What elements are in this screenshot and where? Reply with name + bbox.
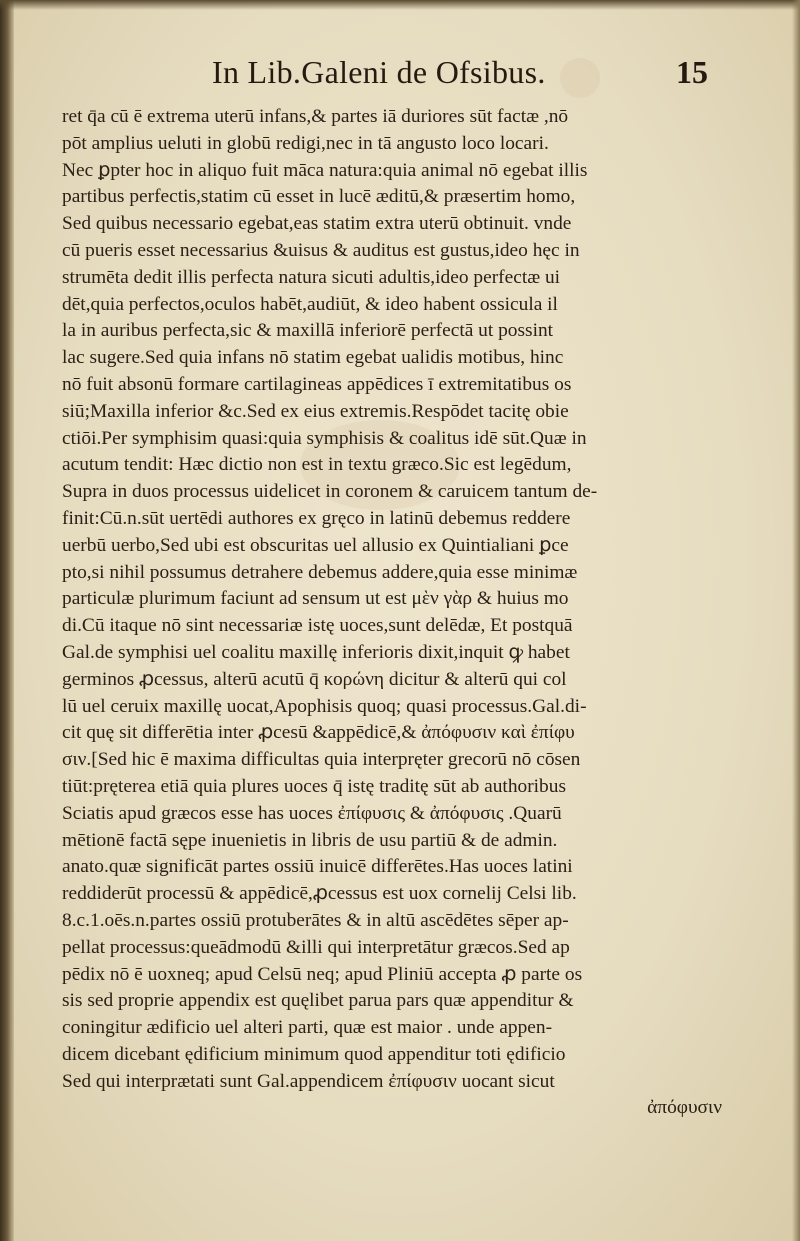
text-line: dēt,quia perfectos,oculos habēt,audiūt, & ideo habent ossicula il	[62, 293, 558, 315]
text-line: Nec ꝑpter hoc in aliquo fuit māca natura:quia animal nō egebat illis	[62, 159, 588, 181]
text-line: Sed qui interprætati sunt Gal.appendicem ἐπίφυσιν uocant sicut	[62, 1070, 555, 1092]
text-line: finit:Cū.n.sūt uertēdi authores ex gręco in latinū debemus reddere	[62, 507, 571, 529]
text-line: Sed quibus necessario egebat,eas statim extra uterū obtinuit. vnde	[62, 213, 572, 235]
text-line: uerbū uerbo,Sed ubi est obscuritas uel allusio ex Quintialiani ꝑce	[62, 534, 569, 556]
text-line: 8.c.1.oēs.n.partes ossiū protuberātes & in altū ascēdētes sēper ap-	[62, 909, 569, 931]
body-text	[62, 104, 742, 1122]
text-line: Sciatis apud græcos esse has uoces ἐπίφυσις & ἀπόφυσις .Quarū	[62, 802, 562, 824]
book-spine-shadow	[0, 0, 14, 1241]
text-line: pōt amplius ueluti in globū redigi,nec in tā angusto loco locari.	[62, 132, 549, 154]
text-line: ret q̄a cū ē extrema uterū infans,& partes iā duriores sūt factæ ,nō	[62, 106, 569, 127]
text-line: tiūt:pręterea etiā quia plures uoces q̄ istę traditę sūt ab authoribus	[62, 775, 566, 797]
text-line: dicem dicebant ędificium minimum quod appenditur toti ędificio	[62, 1043, 566, 1065]
text-line: la in auribus perfecta,sic & maxillā inferiorē perfectā ut possint	[62, 320, 554, 342]
text-line: mētionē factā sępe inuenietis in libris de usu partiū & de admin.	[62, 829, 558, 851]
text-line: sis sed proprie appendix est quęlibet parua pars quæ appenditur &	[62, 990, 574, 1012]
text-line: reddiderūt processū & appēdicē,ꝓcessus est uox cornelij Celsi lib.	[62, 883, 577, 905]
text-line: acutum tendit: Hæc dictio non est in textu græco.Sic est legēdum,	[62, 454, 572, 476]
text-line: coningitur ædificio uel alteri parti, quæ est maior . unde appen-	[62, 1017, 553, 1039]
text-line: strumēta dedit illis perfecta natura sicuti adultis,ideo perfectæ ui	[62, 266, 561, 288]
text-line: particulæ plurimum faciunt ad sensum ut est μὲν γὰρ & huius mo	[62, 588, 569, 610]
text-line: partibus perfectis,statim cū esset in lucē æditū,& præsertim homo,	[62, 186, 576, 208]
text-line: pto,si nihil possumus detrahere debemus addere,quia esse minimæ	[62, 561, 578, 583]
text-line: germinos ꝓcessus, alterū acutū q̄ κορώνη dicitur & alterū qui col	[62, 668, 567, 690]
text-line: ἀπόφυσιν	[647, 1097, 722, 1119]
page-header	[0, 52, 800, 102]
text-line: cit quę sit differētia inter ꝓcesū &appēdicē,& ἀπόφυσιν καὶ ἐπίφυ	[62, 722, 575, 744]
text-line: siū;Maxilla inferior &c.Sed ex eius extremis.Respōdet tacitę obie	[62, 400, 569, 422]
text-line: anato.quæ significāt partes ossiū inuicē differētes.Has uoces latini	[62, 856, 573, 878]
text-line: lac sugere.Sed quia infans nō statim egebat ualidis motibus, hinc	[62, 347, 564, 369]
text-line: lū uel ceruix maxillę uocat,Apophisis quoq; quasi processus.Gal.di-	[62, 695, 587, 717]
text-line: Gal.de symphisi uel coalitu maxillę inferioris dixit,inquit ꝙ habet	[62, 641, 570, 663]
text-line: nō fuit absonū formare cartilagineas appēdices ī extremitatibus os	[62, 373, 572, 395]
page-top-edge	[0, 0, 800, 10]
text-line: pellat processus:queādmodū &illi qui interpretātur græcos.Sed ap	[62, 936, 570, 958]
text-line: Supra in duos processus uidelicet in coronem & caruicem tantum de-	[62, 481, 598, 503]
text-line: pēdix nō ē uoxneq; apud Celsū neq; apud Pliniū accepta ꝓ parte os	[62, 963, 583, 985]
text-line: σιν.[Sed hic ē maxima difficultas quia interpręter grecorū nō cōsen	[62, 749, 581, 771]
text-line: di.Cū itaque nō sint necessariæ istę uoces,sunt delēdæ, Et postquā	[62, 615, 573, 637]
running-head: In Lib.Galeni de Ofsibus.	[212, 54, 546, 90]
text-line: cū pueris esset necessarius &uisus & auditus est gustus,ideo hęc in	[62, 239, 580, 261]
text-line: ctiōi.Per symphisim quasi:quia symphisis & coalitus idē sūt.Quæ in	[62, 427, 587, 449]
page-right-edge	[792, 0, 800, 1241]
page-number: 15	[676, 54, 708, 90]
